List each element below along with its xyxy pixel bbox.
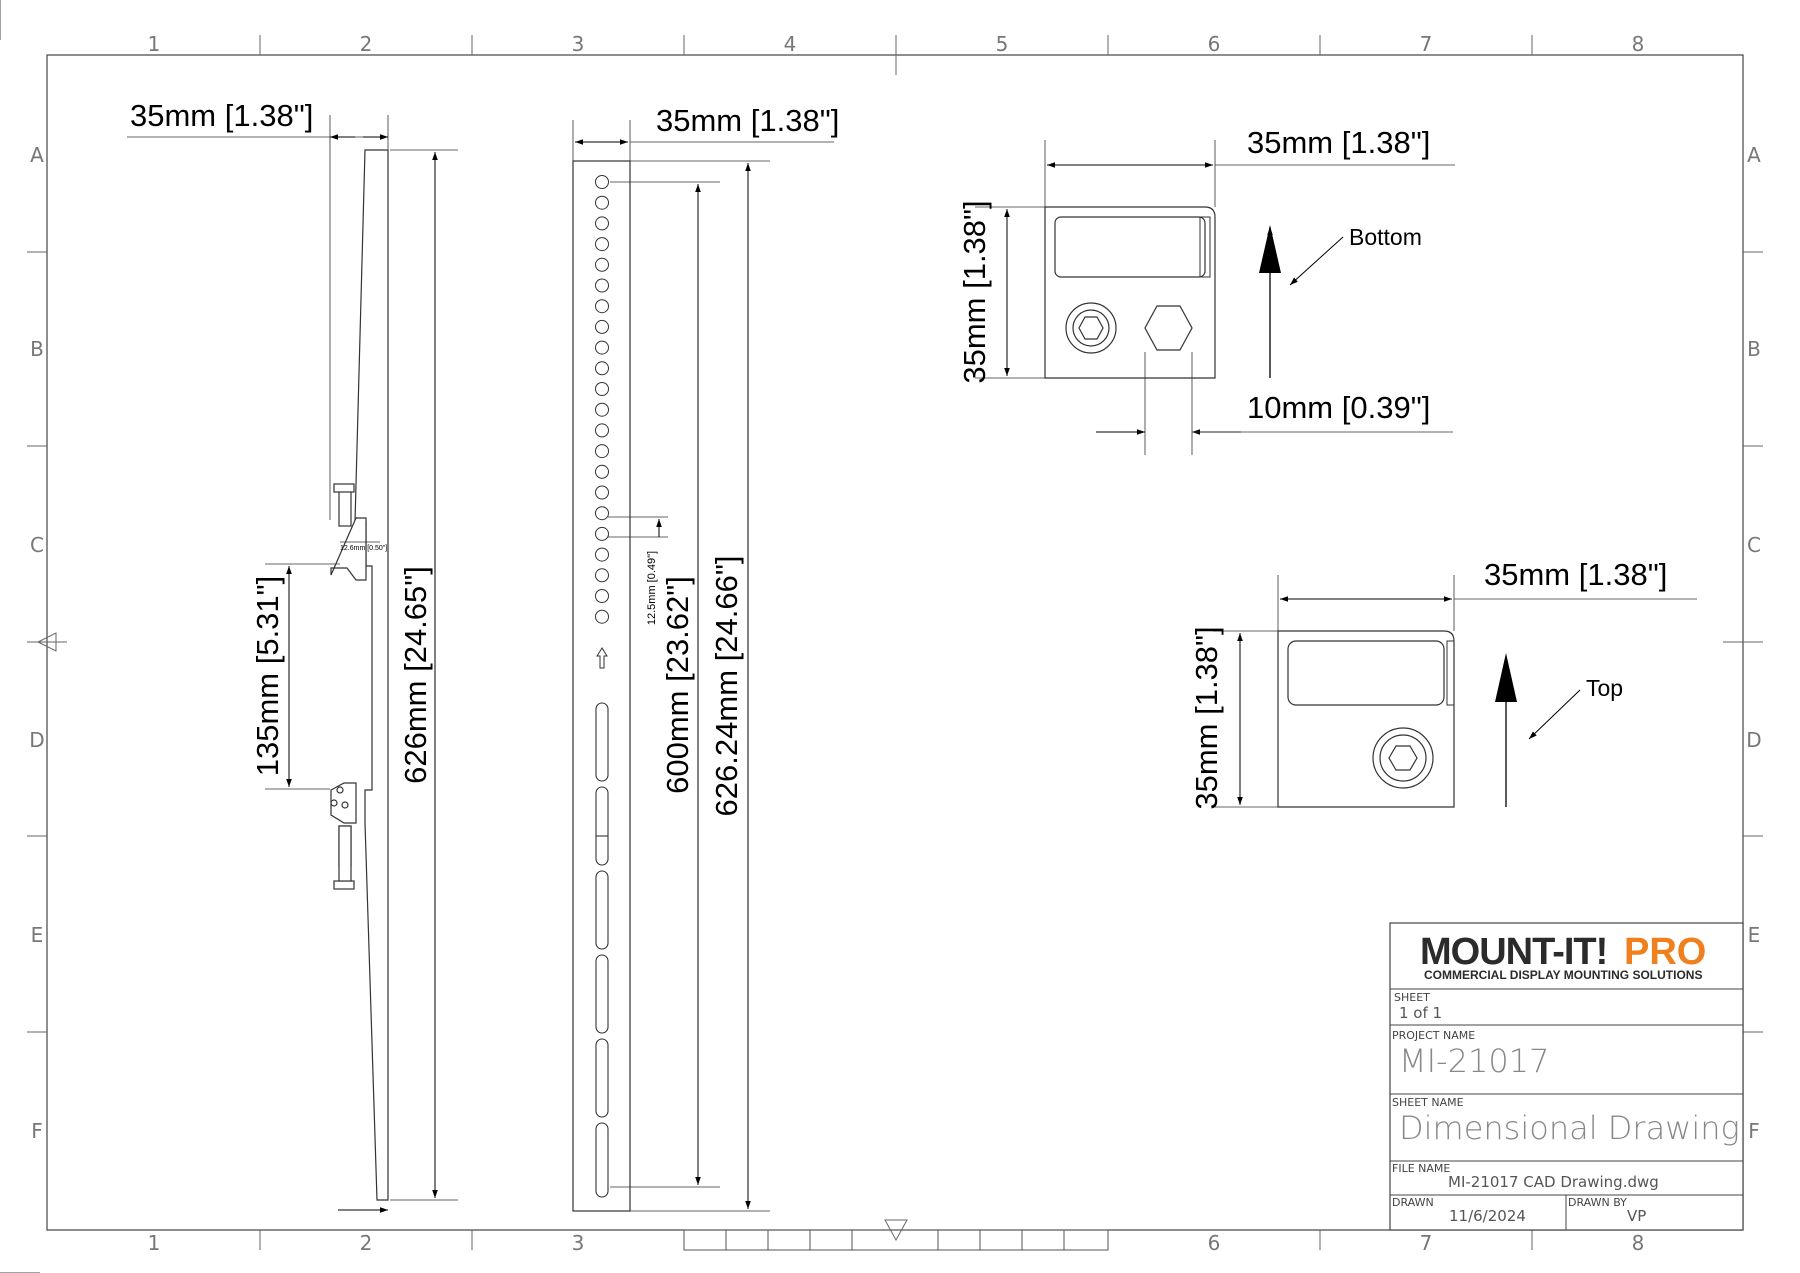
row-labels-left [29, 143, 44, 1143]
front-pitch-dimension: 12.5mm [0.49"] [646, 550, 658, 626]
top-detail-part [1278, 631, 1454, 807]
side-small-dimension: 12.6mm [0.50"] [340, 545, 388, 552]
front-outer-height-dimension: 626.24mm [24.66"] [709, 555, 744, 817]
row-label: D [1746, 728, 1762, 752]
front-inner-height-dimension: 600mm [23.62"] [660, 576, 695, 794]
sheet-value: 1 of 1 [1399, 1004, 1443, 1022]
bottom-detail [957, 125, 1455, 455]
col-label: 6 [1207, 32, 1221, 56]
col-label: 3 [571, 32, 585, 56]
front-view [573, 103, 839, 1211]
row-label: C [30, 533, 44, 557]
row-label: B [30, 337, 44, 361]
side-width-dimension: 35mm [1.38"] [130, 98, 314, 133]
side-view-profile [331, 150, 388, 1200]
col-label: 1 [147, 32, 161, 56]
bottom-width-dimension: 35mm [1.38"] [1247, 125, 1431, 160]
front-rail-outline [573, 161, 630, 1211]
project-name-caption: PROJECT NAME [1392, 1029, 1476, 1042]
side-spacing-dimension: 135mm [5.31"] [250, 575, 285, 777]
drawn-caption: DRAWN [1392, 1196, 1434, 1209]
row-label: F [31, 1119, 43, 1143]
drawn-by-value: VP [1627, 1207, 1647, 1225]
row-label: A [1747, 143, 1761, 167]
sheet-caption: SHEET [1394, 991, 1430, 1004]
bottom-detail-part [1045, 207, 1215, 378]
col-label: 2 [359, 32, 373, 56]
col-label: 7 [1419, 1231, 1433, 1255]
centering-marks [38, 633, 907, 1240]
top-height-dimension: 35mm [1.38"] [1189, 626, 1224, 810]
row-label: F [1748, 1119, 1760, 1143]
row-label: C [1747, 533, 1761, 557]
sheet-name-value: Dimensional Drawing [1399, 1109, 1740, 1147]
col-label: 4 [783, 32, 797, 56]
col-label: 2 [359, 1231, 373, 1255]
top-detail [1189, 557, 1697, 810]
bottom-note: Bottom [1349, 224, 1422, 250]
bottom-height-dimension: 35mm [1.38"] [957, 200, 992, 384]
logo-wordmark: MOUNT-IT! [1420, 931, 1608, 973]
row-labels-right [1746, 143, 1761, 1143]
row-label: E [1747, 923, 1761, 947]
sheet-name-caption: SHEET NAME [1392, 1096, 1464, 1109]
side-height-dimension: 626mm [24.65"] [398, 566, 433, 784]
col-label: 3 [571, 1231, 585, 1255]
logo-tagline: COMMERCIAL DISPLAY MOUNTING SOLUTIONS [1424, 968, 1703, 982]
col-label: 5 [995, 32, 1009, 56]
col-label: 6 [1207, 1231, 1221, 1255]
side-view [127, 98, 458, 1210]
file-name-caption: FILE NAME [1392, 1162, 1451, 1175]
col-label: 1 [147, 1231, 161, 1255]
row-label: B [1747, 337, 1761, 361]
col-label: 8 [1631, 1231, 1645, 1255]
top-note: Top [1586, 675, 1624, 701]
col-label: 7 [1419, 32, 1433, 56]
project-name-value: MI-21017 [1399, 1042, 1550, 1080]
logo-pro: PRO [1624, 931, 1707, 973]
drawn-by-caption: DRAWN BY [1568, 1196, 1627, 1209]
row-label: E [30, 923, 44, 947]
company-logo [1420, 931, 1706, 982]
column-labels-bottom [148, 1231, 1645, 1255]
bottom-hex-dimension: 10mm [0.39"] [1247, 390, 1431, 425]
front-width-dimension: 35mm [1.38"] [656, 103, 840, 138]
row-label: A [30, 143, 44, 167]
top-width-dimension: 35mm [1.38"] [1484, 557, 1668, 592]
row-label: D [29, 728, 45, 752]
title-block [1390, 923, 1743, 1230]
drawn-date-value: 11/6/2024 [1449, 1207, 1526, 1225]
file-name-value: MI-21017 CAD Drawing.dwg [1448, 1173, 1659, 1191]
col-label: 8 [1631, 32, 1645, 56]
